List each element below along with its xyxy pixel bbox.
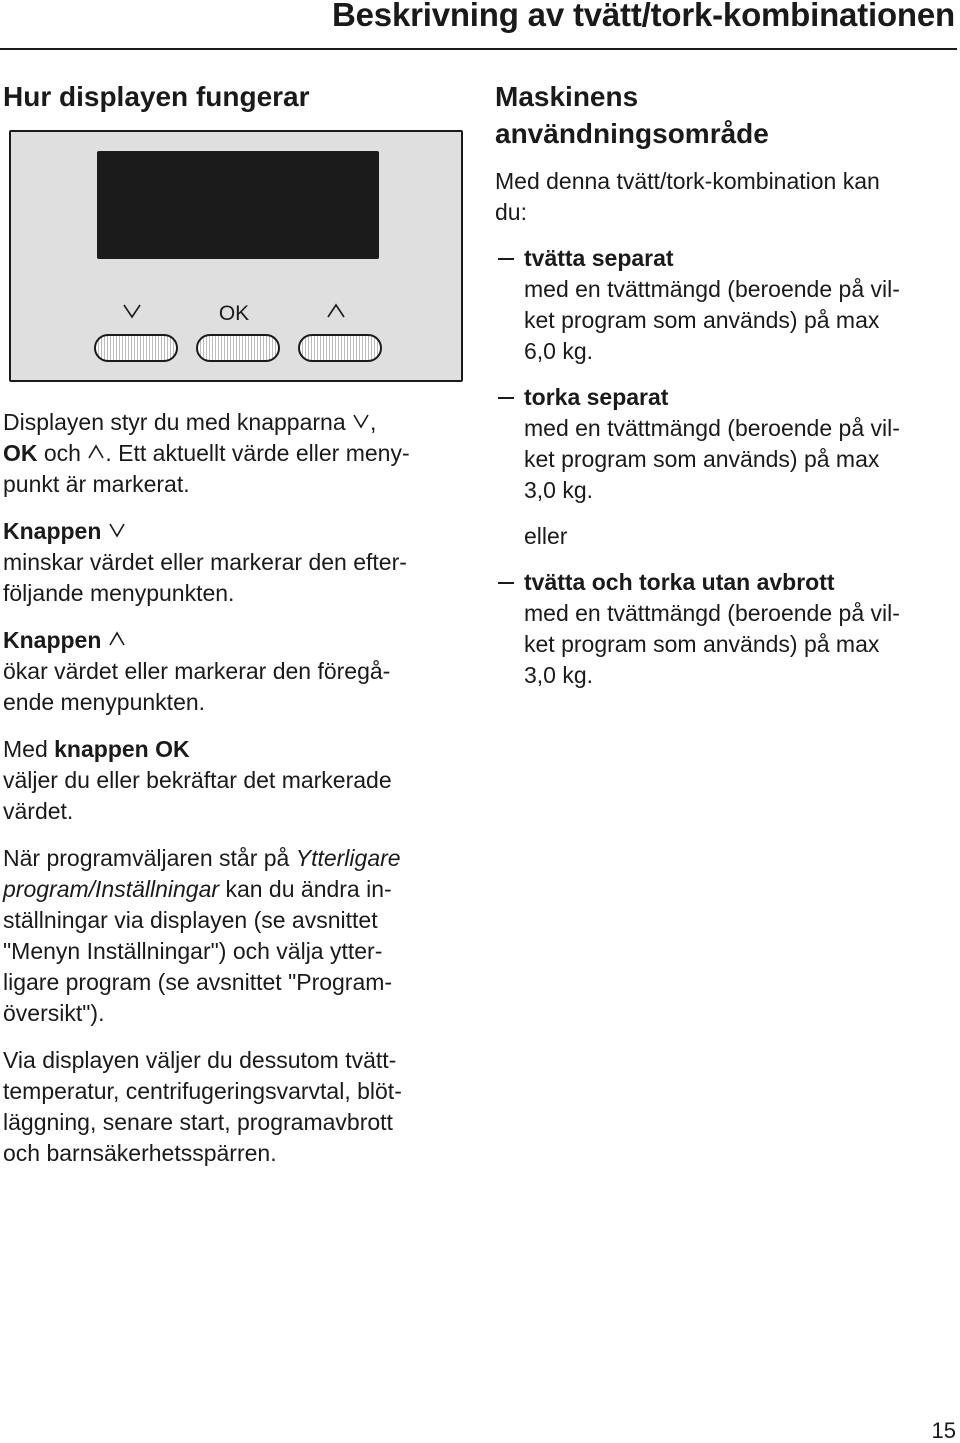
- ok-button-label: OK: [218, 302, 250, 325]
- left-column: [3, 78, 468, 1166]
- list-item: tvätta separat med en tvättmängd (beroende på vil- ket program som används) på max 6,0 kg.: [495, 243, 957, 367]
- chevron-up-icon: [87, 444, 105, 460]
- dash-bullet: [498, 258, 514, 260]
- display-description: [3, 407, 468, 1169]
- display-screen: [97, 151, 379, 259]
- down-button-description: Knappen minskar värdet eller markerar den efter- följande menypunkten.: [3, 518, 407, 606]
- up-button-label: [294, 299, 378, 319]
- up-button[interactable]: [298, 334, 382, 362]
- page-title: Beskrivning av tvätt/tork-kombinationen: [332, 0, 955, 33]
- list-item: tvätta och torka utan avbrott med en tvättmängd (beroende på vil- ket program som används) på max 3,0 kg.: [495, 567, 957, 691]
- chevron-down-icon: [108, 522, 126, 538]
- page-number: 15: [931, 1418, 956, 1443]
- page-header: [0, 0, 957, 50]
- chevron-down-icon: [122, 303, 142, 319]
- intro-paragraph: Displayen styr du med knapparna , OK och . Ett aktuellt värde eller meny- punkt är markerat.: [3, 409, 410, 497]
- control-panel-illustration: [9, 130, 463, 382]
- display-features-paragraph: Via displayen väljer du dessutom tvätt- temperatur, centrifugeringsvarvtal, blöt- läggning, senare start, programavbrott och barnsäkerhetsspärren.: [3, 1047, 402, 1166]
- chevron-down-icon: [352, 413, 370, 429]
- section-heading-display: Hur displayen fungerar: [3, 81, 310, 112]
- chevron-up-icon: [108, 631, 126, 647]
- right-column: [495, 78, 957, 691]
- section-heading-usage: Maskinens användningsområde: [495, 81, 769, 149]
- down-button-label: [90, 299, 174, 319]
- dash-bullet: [498, 397, 514, 399]
- program-selector-paragraph: När programväljaren står på Ytterligare program/Inställningar kan du ändra in- ställningar via displayen (se avsnittet "Menyn Inställningar") och välja ytter- ligare program (se avsnittet "Program- översikt").: [3, 845, 401, 1026]
- ok-button-description: Med knappen OK väljer du eller bekräftar det markerade värdet.: [3, 736, 392, 824]
- chevron-up-icon: [326, 303, 346, 319]
- up-button-description: Knappen ökar värdet eller markerar den föregå- ende menypunkten.: [3, 627, 391, 715]
- down-button[interactable]: [94, 334, 178, 362]
- dash-bullet: [498, 582, 514, 584]
- or-label: eller: [524, 523, 568, 549]
- ok-button[interactable]: [196, 334, 280, 362]
- list-item: torka separat med en tvättmängd (beroende på vil- ket program som används) på max 3,0 kg.: [495, 382, 957, 506]
- usage-intro: Med denna tvätt/tork-kombination kan du:: [495, 168, 880, 225]
